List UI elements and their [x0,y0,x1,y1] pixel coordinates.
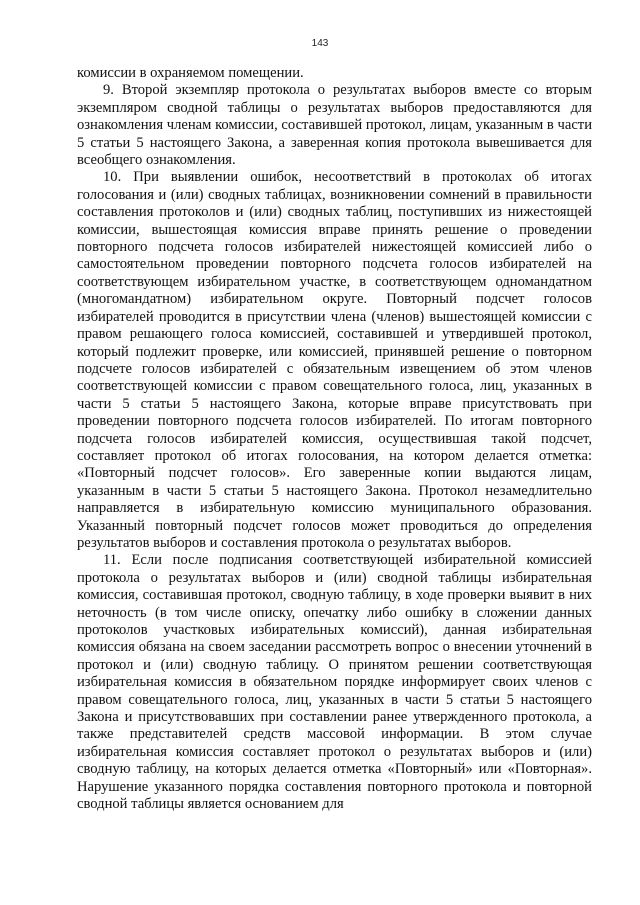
paragraph-item-10: 10. При выявлении ошибок, несоответствий в протоколах об итогах голосования и (или) сводных таблицах, возникновении сомнений в правильности составления протоколов и (или) сводных таблиц, поступивших из нижестоящей комиссии, вышестоящая комиссия вправе принять решение о проведении повторного подсчета голосов избирателей нижестоящей комиссией либо о самостоятельном проведении повторного подсчета голосов избирателей на соответствующем избирательном участке, в соответствующем одномандатном (многомандатном) избирательном округе. Повторный подсчет голосов избирателей проводится в присутствии члена (членов) вышестоящей комиссии с правом решающего голоса комиссией, составившей и утвердившей протокол, который подлежит проверке, или комиссией, принявшей решение о повторном подсчете голосов избирателей с обязательным извещением об этом членов соответствующей комиссии с правом совещательного голоса, лиц, указанных в части 5 статьи 5 настоящего Закона, которые вправе присутствовать при проведении повторного подсчета голосов избирателей. По итогам повторного подсчета голосов избирателей комиссия, осуществившая такой подсчет, составляет протокол об итогах голосования, на котором делается отметка: «Повторный подсчет голосов». Его заверенные копии выдаются лицам, указанным в части 5 статьи 5 настоящего Закона. Протокол незамедлительно направляется в избирательную комиссию муниципального образования. Указанный повторный подсчет голосов может проводиться до определения результатов выборов и составления протокола о результатах выборов. [77,169,592,551]
paragraph-item-9: 9. Второй экземпляр протокола о результатах выборов вместе со вторым экземпляром сводной таблицы о результатах выборов предоставляются для ознакомления членам комиссии, составившей протокол, лицам, указанным в части 5 статьи 5 настоящего Закона, а заверенная копия протокола вывешивается для всеобщего ознакомления. [77,82,592,169]
page-number: 143 [311,38,329,49]
paragraph-continuation: комиссии в охраняемом помещении. [77,65,304,81]
paragraph-item-11: 11. Если после подписания соответствующей избирательной комиссией протокола о результатах выборов и (или) сводной таблицы избирательная комиссия, составившая протокол, сводную таблицу, в ходе проверки выявит в них неточность (в том числе описку, опечатку либо ошибку в сложении данных протоколов участковых избирательных комиссий), данная избирательная комиссия обязана на своем заседании рассмотреть вопрос о внесении уточнений в протокол и (или) сводную таблицу. О принятом решении соответствующая избирательная комиссия в обязательном порядке информирует своих членов с правом совещательного голоса, лиц, указанных в части 5 статьи 5 настоящего Закона и присутствовавших при составлении ранее утвержденного протокола, а также представителей средств массовой информации. В этом случае избирательная комиссия составляет протокол о результатах выборов и (или) сводную таблицу, на которых делается отметка «Повторный» или «Повторная». Нарушение указанного порядка составления повторного протокола и повторной сводной таблицы является основанием для [77,552,592,813]
document-body [77,65,592,813]
